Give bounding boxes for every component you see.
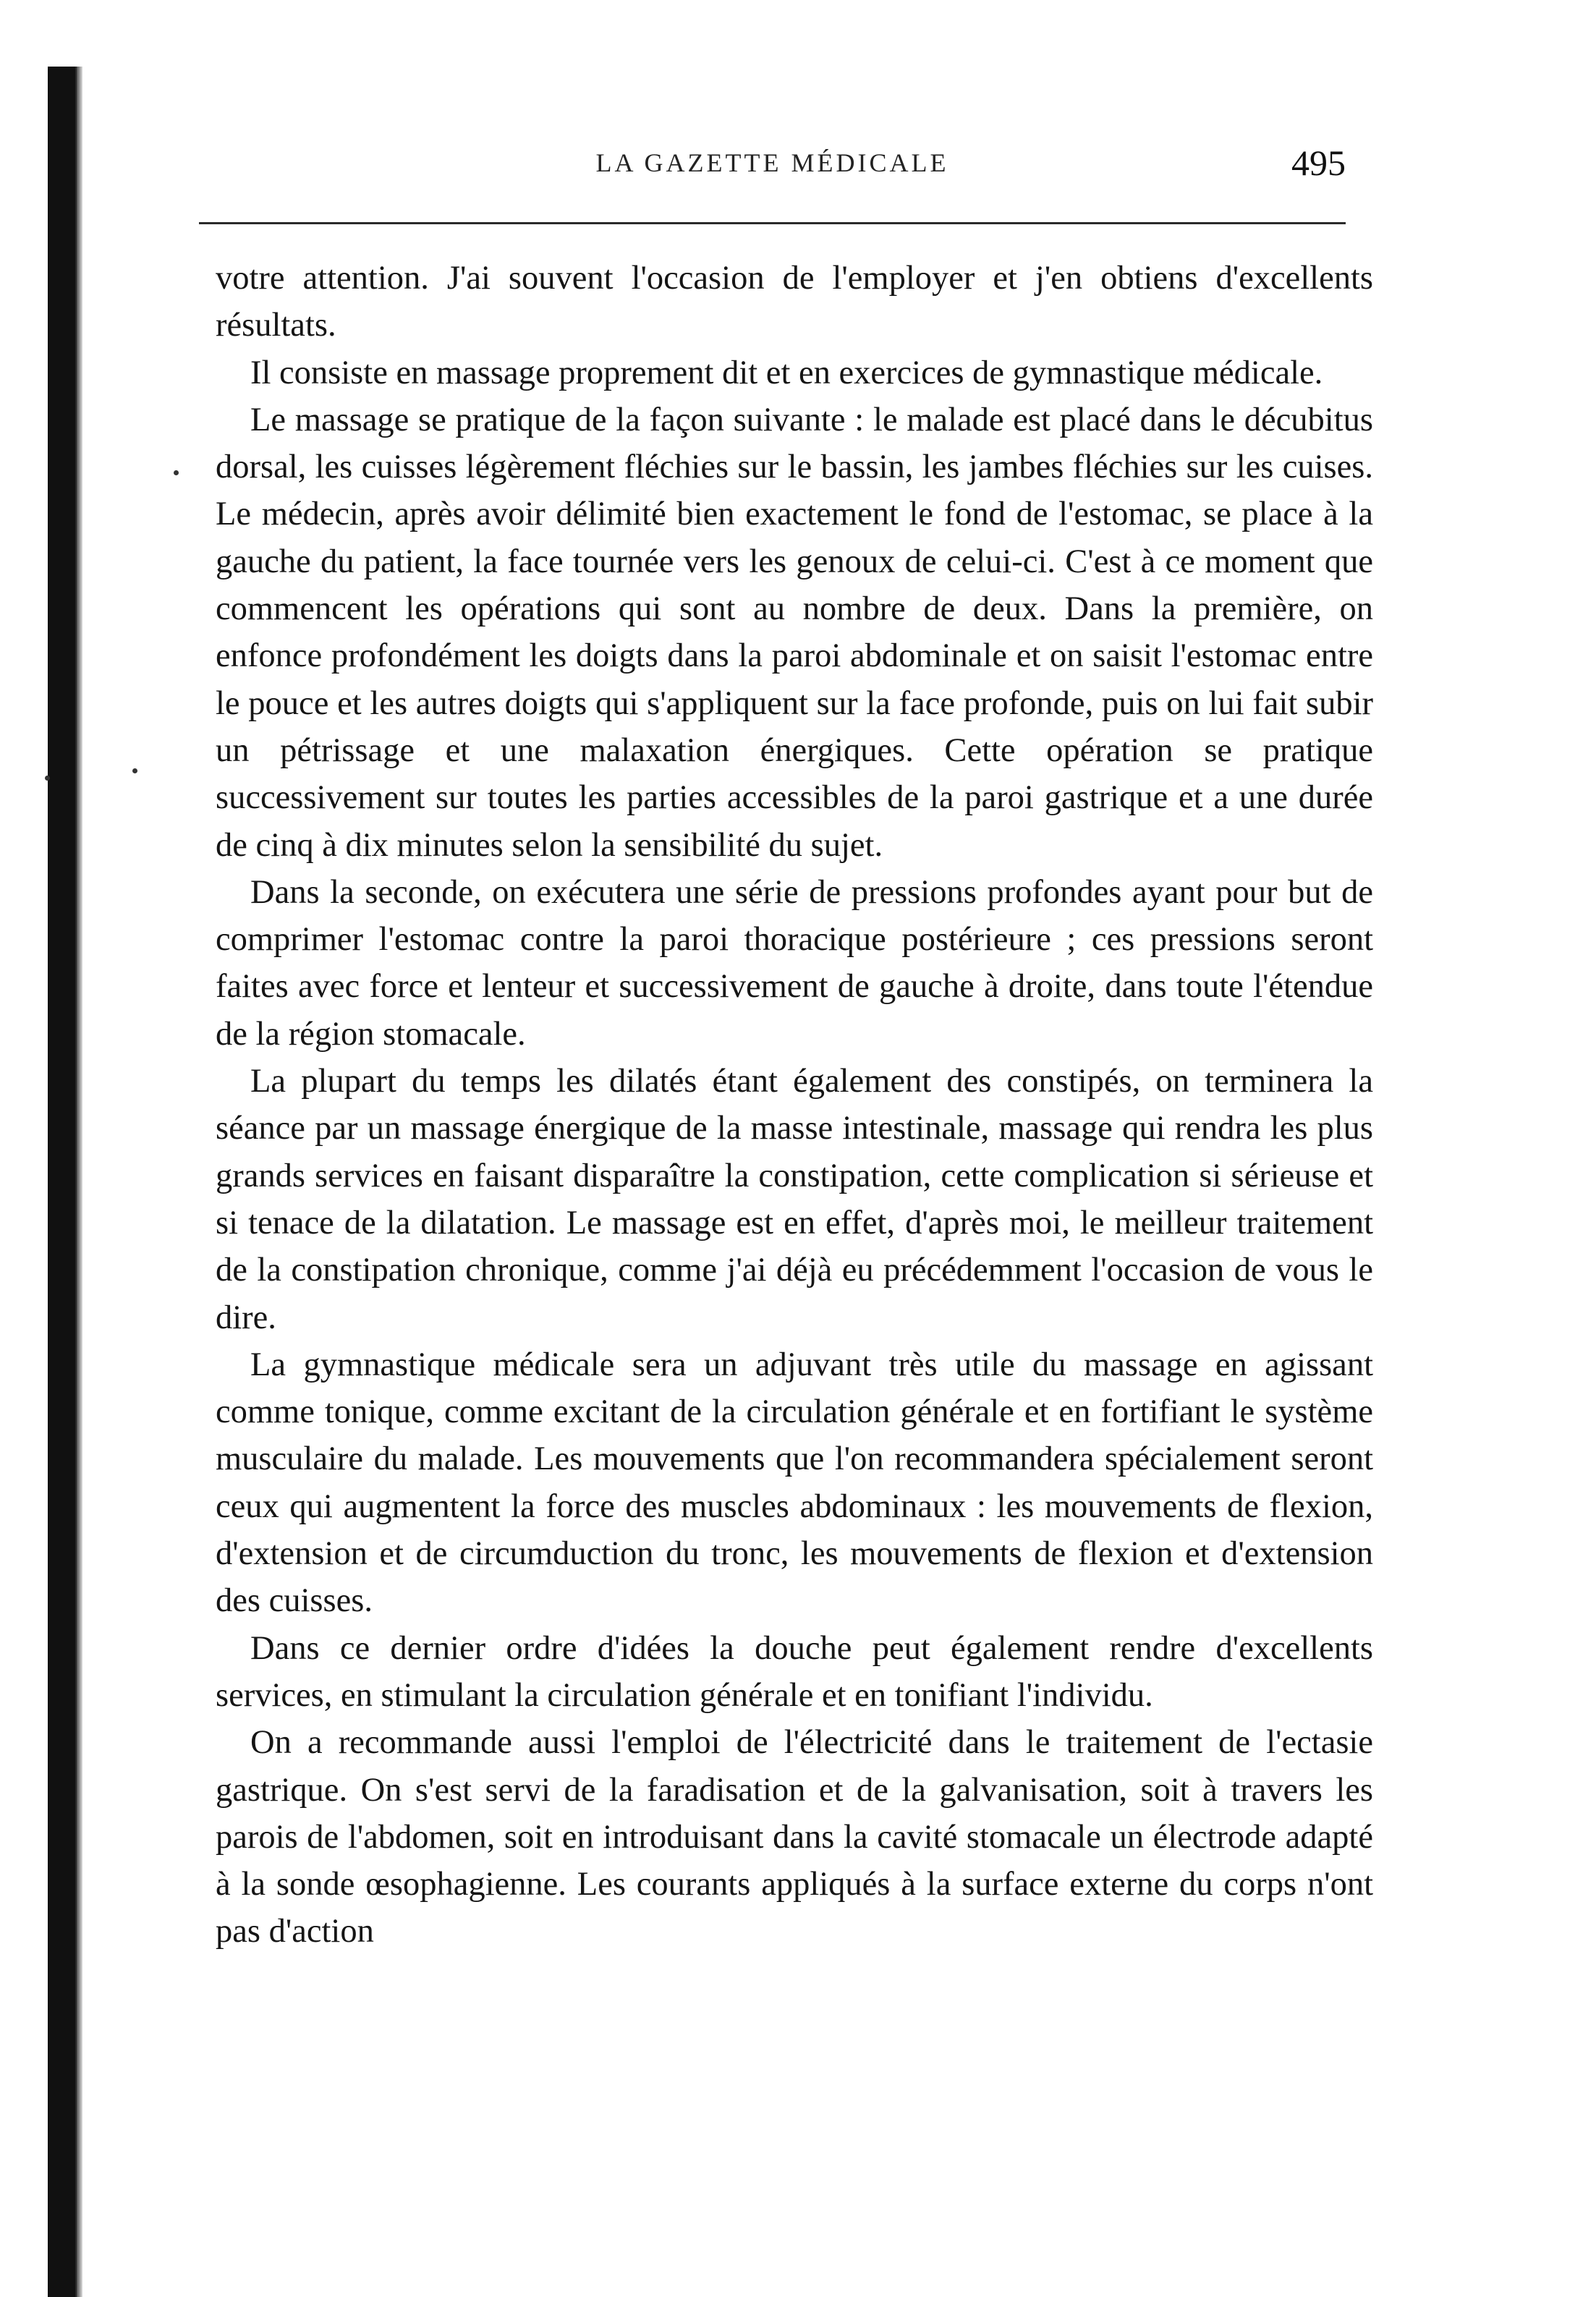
body-text — [216, 255, 1373, 1956]
paragraph: Il consiste en massage proprement dit et en exercices de gymnastique médicale. — [250, 354, 1323, 391]
scan-speck — [45, 776, 50, 781]
paragraph: Dans ce dernier ordre d'idées la douche peut également rendre d'excellents services, en stimulant la circulation générale et en tonifiant l'individu. — [216, 1629, 1373, 1714]
paragraph: On a recommande aussi l'emploi de l'électricité dans le traitement de l'ectasie gastrique. On s'est servi de la faradisation et de la galvanisation, soit à travers les parois de l'abdomen, soit en introduisant dans la cavité stomacale un électrode adapté à la sonde œsophagienne. Les courants appliqués à la surface externe du corps n'ont pas d'action — [216, 1724, 1373, 1950]
paragraph: votre attention. J'ai souvent l'occasion de l'employer et j'en obtiens d'excellents résultats. — [216, 260, 1373, 344]
paragraph: Le massage se pratique de la façon suivante : le malade est placé dans le décubitus dorsal, les cuisses légèrement fléchies sur le bassin, les jambes fléchies sur les cuises. Le médecin, après avoir délimité bien exactement le fond de l'estomac, se place à la gauche du patient, la face tournée vers les genoux de celui-ci. C'est à ce moment que commencent les opérations qui sont au nombre de deux. Dans la première, on enfonce profondément les doigts dans la paroi abdominale et on saisit l'estomac entre le pouce et les autres doigts qui s'appliquent sur la face profonde, puis on lui fait subir un pétrissage et une malaxation énergiques. Cette opération se pratique successivement sur toutes les parties accessibles de la paroi gastrique et a une durée de cinq à dix minutes selon la sensibilité du sujet. — [216, 401, 1373, 864]
running-title: LA GAZETTE MÉDICALE — [595, 148, 949, 177]
scan-speck — [132, 768, 137, 773]
running-head — [199, 143, 1346, 191]
page-number: 495 — [1291, 143, 1346, 183]
paragraph: La gymnastique médicale sera un adjuvant très utile du massage en agissant comme tonique, comme excitant de la circulation générale et en fortifiant le système musculaire du malade. Les mouvements que l'on recommandera spécialement seront ceux qui augmentent la force des muscles abdominaux : les mouvements de flexion, d'extension et de circumduction du tronc, les mouvements de flexion et d'extension des cuisses. — [216, 1346, 1373, 1620]
scan-speck — [174, 470, 179, 475]
header-rule — [199, 222, 1346, 224]
page-binding-edge — [48, 67, 77, 2297]
paragraph: La plupart du temps les dilatés étant également des constipés, on terminera la séance par un massage énergique de la masse intestinale, massage qui rendra les plus grands services en faisant disparaître la constipation, cette complication si sérieuse et si tenace de la dilatation. Le massage est en effet, d'après moi, le meilleur traitement de la constipation chronique, comme j'ai déjà eu précédemment l'occasion de vous le dire. — [216, 1063, 1373, 1336]
paragraph: Dans la seconde, on exécutera une série de pressions profondes ayant pour but de comprimer l'estomac contre la paroi thoracique postérieure ; ces pressions seront faites avec force et lenteur et successivement de gauche à droite, dans toute l'étendue de la région stomacale. — [216, 873, 1373, 1053]
